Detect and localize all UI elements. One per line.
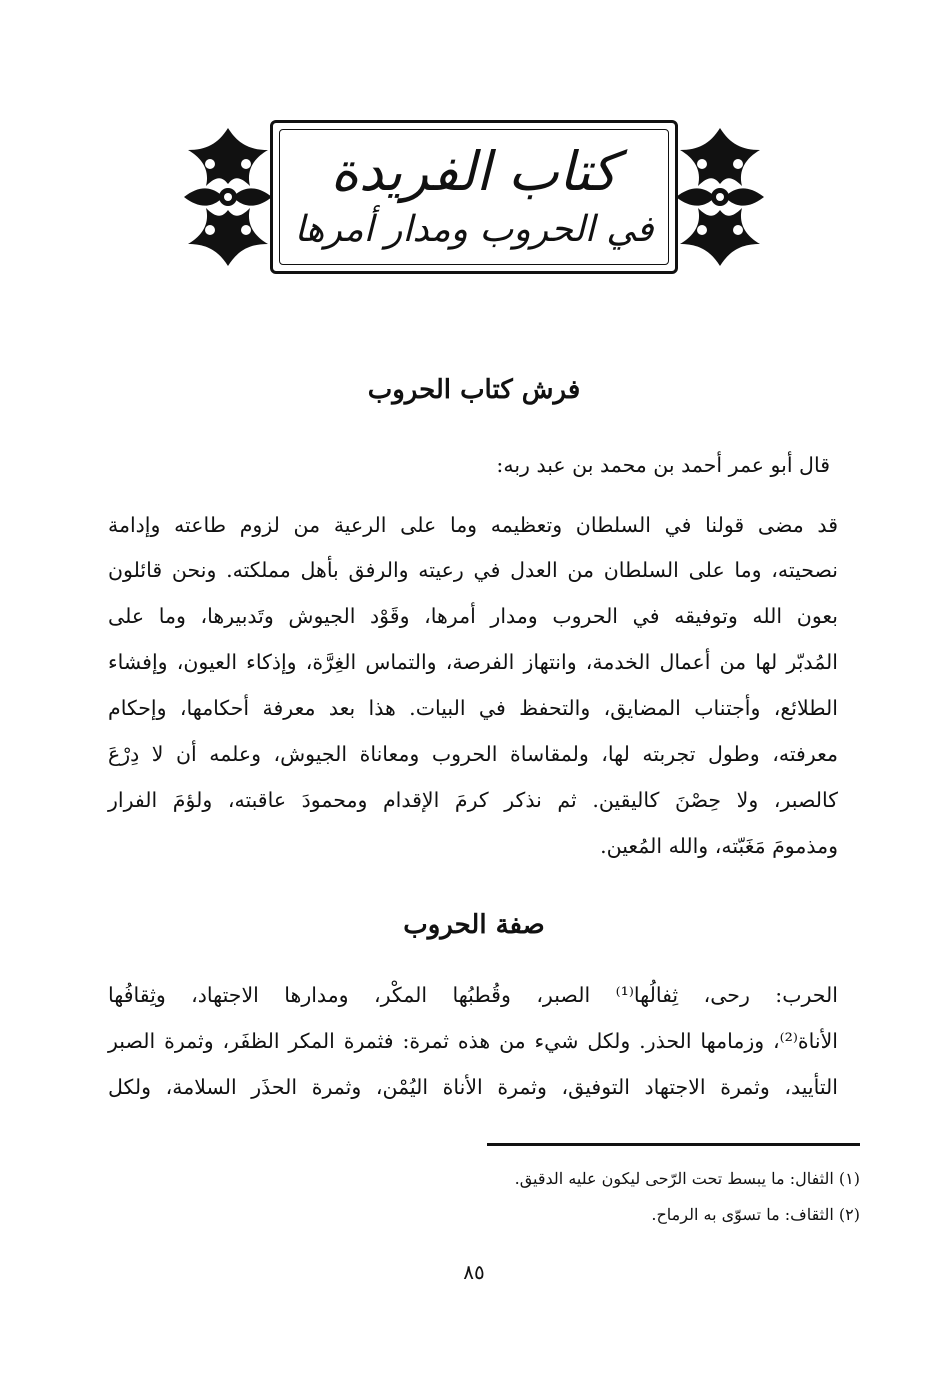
paragraph-line: الحرب: رحى، ثِفالُها⁽¹⁾ الصبر، وقُطبُها المكْر، ومدارها الاجتهاد، وثِقافُها xyxy=(108,983,838,1007)
attribution-line: قال أبو عمر أحمد بن محمد بن عبد ربه: xyxy=(496,453,830,477)
left-ornament-icon xyxy=(180,124,276,270)
paragraph-line: معرفته، وطول تجربته لها، ولمقاساة الحروب ومعاناة الجيوش، وعلمه أن لا دِرْعَ xyxy=(108,742,838,766)
paragraph-line: التأييد، وثمرة الاجتهاد التوفيق، وثمرة الأناة اليُمْن، وثمرة الحذَر السلامة، ولكل xyxy=(108,1075,838,1099)
paragraph-line: كالصبر، ولا حِصْنَ كاليقين. ثم نذكر كرمَ الإقدام ومحمودَ عاقبته، ولؤمَ الفرار xyxy=(108,788,838,812)
footnote-divider xyxy=(487,1143,860,1146)
right-ornament-icon xyxy=(672,124,768,270)
paragraph-line: الأناة⁽²⁾، وزمامها الحذر. ولكل شيء من هذه ثمرة: فثمرة المكر الظفَر، وثمرة الصبر xyxy=(108,1029,838,1053)
book-title: كتاب الفريدة xyxy=(330,140,618,203)
paragraph-line: نصحيته، وما على السلطان من العدل في رعيته والرفق بأهل مملكته. ونحن قائلون xyxy=(108,558,838,582)
paragraph-line: قد مضى قولنا في السلطان وتعظيمه وما على الرعية من لزوم طاعته وإدامة xyxy=(108,513,838,537)
paragraph-line: ومذمومَ مَغَبّته، والله المُعين. xyxy=(600,834,838,858)
footnote-1: (١) الثفال: ما يبسط تحت الرّحى ليكون عليه الدقيق. xyxy=(514,1169,860,1188)
paragraph-line: بعون الله وتوفيقه في الحروب ومدار أمرها، وقَوْد الجيوش وتَدبيرها، وما على xyxy=(108,604,838,628)
paragraph-line: الطلائع، وأجتناب المضايق، والتحفظ في البيات. هذا بعد معرفة أحكامها، وإحكام xyxy=(108,696,838,720)
book-subtitle: في الحروب ومدار أمرها xyxy=(294,209,654,250)
paragraph-line: المُدبّر لها من أعمال الخدمة، وانتهاز الفرصة، والتماس الغِرَّة، وإذكاء العيون، وإفشاء xyxy=(108,650,838,674)
section-heading-sifat: صفة الحروب xyxy=(403,910,545,940)
page-number: ٨٥ xyxy=(463,1260,485,1284)
footnote-2: (٢) الثقاف: ما تسوّى به الرماح. xyxy=(651,1205,860,1224)
section-heading-farsh: فرش كتاب الحروب xyxy=(367,375,581,405)
